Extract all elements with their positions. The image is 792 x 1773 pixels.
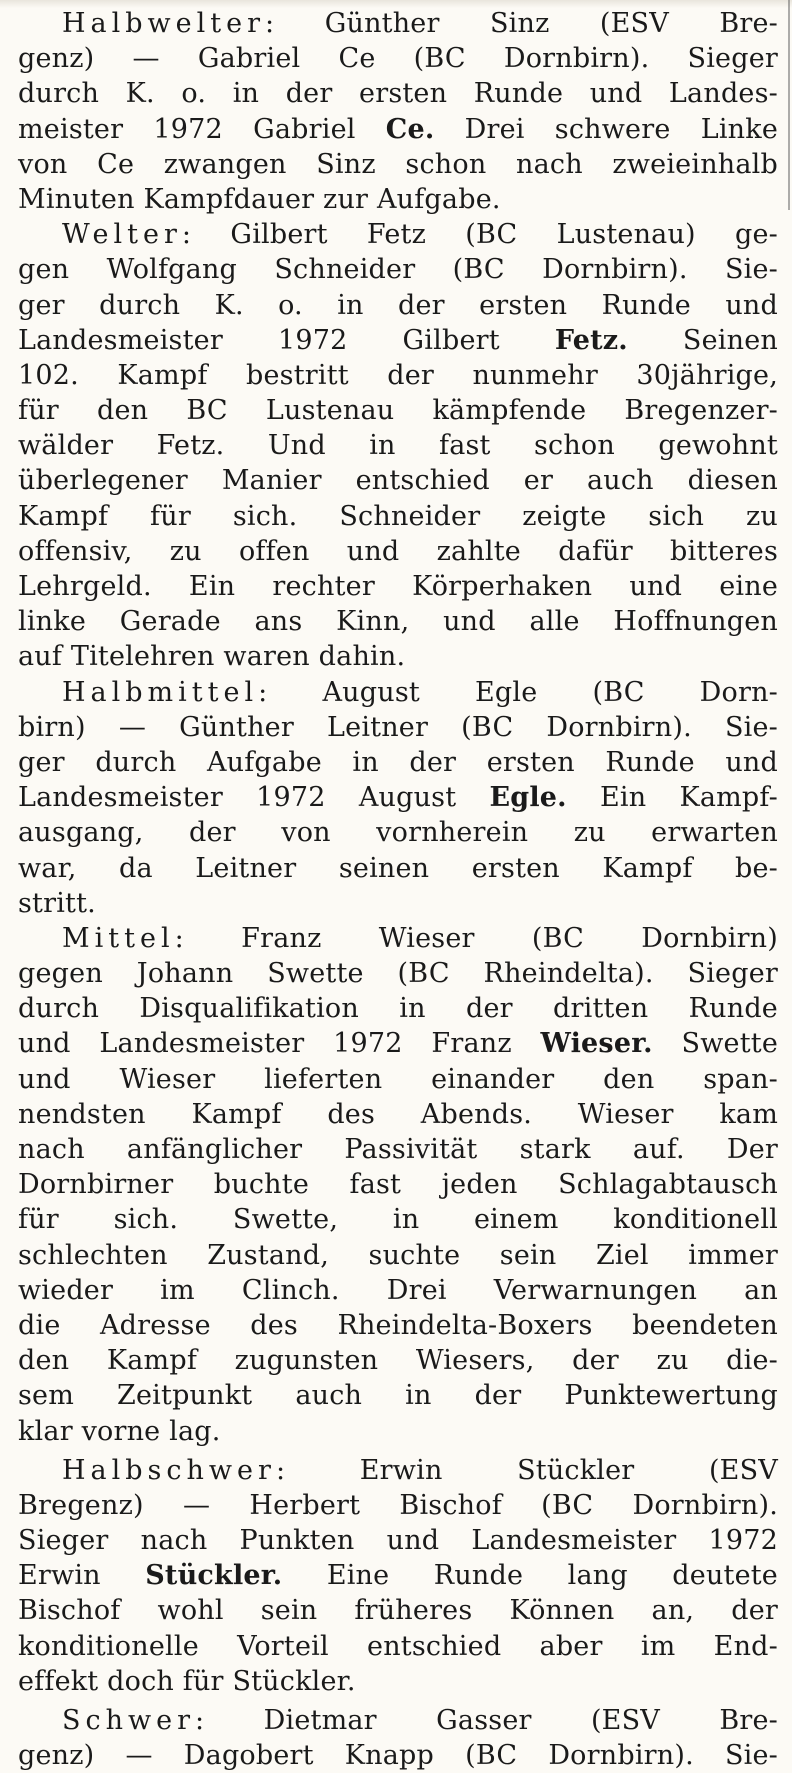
text-line: stritt.: [18, 887, 96, 919]
weight-class-label: Welter: [62, 219, 182, 251]
text-span: : Erwin Stückler (ESV: [275, 1454, 778, 1486]
text-span: Ein Kampf-: [566, 782, 778, 814]
weight-class-label: Halbwelter: [62, 8, 266, 39]
text-line: [18, 112, 778, 147]
text-span: : Gilbert Fetz (BC Lustenau) ge-: [181, 219, 778, 251]
paragraph-mittel: [18, 921, 778, 1449]
text-line: nach anfänglicher Passivität stark auf. Der: [18, 1134, 778, 1165]
text-line: konditionelle Vorteil entschied aber im End-: [18, 1630, 778, 1662]
text-span: Landesmeister 1972 Gilbert: [18, 324, 555, 356]
text-line: für den BC Lustenau kämpfende Bregenzer-: [18, 395, 778, 427]
weight-class-label: Halbmittel: [62, 676, 259, 708]
text-line: gegen Johann Swette (BC Rheindelta). Sieger: [18, 958, 778, 990]
text-line: klar vorne lag.: [18, 1415, 221, 1447]
paragraph-schwer: [18, 1703, 778, 1773]
winner-name: Stückler.: [145, 1560, 283, 1592]
text-line: nendsten Kampf des Abends. Wieser kam: [18, 1098, 778, 1130]
text-line: und Wieser lieferten einander den span-: [18, 1063, 778, 1095]
winner-name: Egle.: [489, 782, 567, 814]
paragraph-halbschwer: [18, 1453, 778, 1699]
text-line: [18, 1558, 778, 1593]
text-line: Dornbirner buchte fast jeden Schlagabtausch: [18, 1169, 778, 1201]
text-span: : Günther Sinz (ESV Bre-: [265, 8, 778, 39]
text-line: von Ce zwangen Sinz schon nach zweieinhalb: [18, 148, 778, 180]
weight-class-label: Schwer: [62, 1705, 196, 1736]
text-line: die Adresse des Rheindelta-Boxers beendeten: [18, 1309, 778, 1341]
text-line: durch Disqualifikation in der dritten Runde: [18, 993, 778, 1025]
text-line: ger durch K. o. in der ersten Runde und: [18, 289, 778, 321]
text-line: wieder im Clinch. Drei Verwarnungen an: [18, 1274, 778, 1306]
article-column: [18, 6, 778, 1773]
winner-name: Ce.: [385, 113, 435, 145]
winner-name: Wieser.: [540, 1028, 653, 1060]
text-line: ausgang, der von vornherein zu erwarten: [18, 817, 778, 849]
text-span: : August Egle (BC Dorn-: [258, 676, 778, 708]
text-line: [18, 323, 778, 358]
column-rule: [788, 0, 790, 210]
text-span: : Dietmar Gasser (ESV Bre-: [195, 1705, 778, 1736]
text-line: war, da Leitner seinen ersten Kampf be-: [18, 852, 778, 884]
text-line: schlechten Zustand, suchte sein Ziel immer: [18, 1239, 778, 1271]
text-span: meister 1972 Gabriel: [18, 113, 386, 145]
text-line: [18, 921, 778, 956]
text-line: auf Titelehren waren dahin.: [18, 641, 406, 673]
text-line: [18, 1026, 778, 1061]
text-span: Erwin: [18, 1560, 146, 1592]
text-line: sem Zeitpunkt auch in der Punktewertung: [18, 1380, 778, 1412]
paragraph-halbwelter: [18, 6, 778, 217]
text-line: genz) — Gabriel Ce (BC Dornbirn). Sieger: [18, 43, 778, 75]
text-line: [18, 780, 778, 815]
text-line: birn) — Günther Leitner (BC Dornbirn). Sie-: [18, 711, 778, 743]
text-line: für sich. Swette, in einem konditionell: [18, 1204, 778, 1236]
text-line: [18, 1703, 778, 1738]
paragraph-welter: [18, 217, 778, 674]
text-line: den Kampf zugunsten Wiesers, der zu die-: [18, 1345, 778, 1377]
text-span: Seinen: [627, 324, 778, 356]
text-line: genz) — Dagobert Knapp (BC Dornbirn). Sie-: [18, 1740, 778, 1772]
text-line: wälder Fetz. Und in fast schon gewohnt: [18, 430, 778, 462]
text-line: offensiv, zu offen und zahlte dafür bitteres: [18, 535, 778, 567]
text-span: Eine Runde lang deutete: [282, 1560, 778, 1592]
text-line: linke Gerade ans Kinn, und alle Hoffnungen: [18, 606, 778, 638]
weight-class-label: Mittel: [62, 922, 175, 954]
text-span: Drei schwere Linke: [434, 113, 778, 145]
text-line: Bregenz) — Herbert Bischof (BC Dornbirn).: [18, 1489, 778, 1521]
text-line: durch K. o. in der ersten Runde und Landes-: [18, 78, 778, 110]
text-line: [18, 217, 778, 252]
text-line: gen Wolfgang Schneider (BC Dornbirn). Sie-: [18, 254, 778, 286]
text-line: 102. Kampf bestritt der nunmehr 30jährige,: [18, 359, 778, 391]
paragraph-halbmittel: [18, 675, 778, 921]
weight-class-label: Halbschwer: [62, 1454, 276, 1486]
text-span: Swette: [652, 1028, 778, 1060]
text-line: Sieger nach Punkten und Landesmeister 1972: [18, 1525, 778, 1557]
text-span: Landesmeister 1972 August: [18, 782, 490, 814]
text-line: [18, 675, 778, 710]
text-line: Bischof wohl sein früheres Können an, der: [18, 1595, 778, 1627]
winner-name: Fetz.: [554, 324, 628, 356]
text-span: : Franz Wieser (BC Dornbirn): [174, 922, 778, 954]
text-line: Minuten Kampfdauer zur Aufgabe.: [18, 183, 501, 215]
text-span: und Landesmeister 1972 Franz: [18, 1028, 541, 1060]
text-line: ger durch Aufgabe in der ersten Runde und: [18, 746, 778, 778]
text-line: Kampf für sich. Schneider zeigte sich zu: [18, 500, 778, 532]
text-line: [18, 6, 778, 41]
text-line: [18, 1453, 778, 1488]
text-line: überlegener Manier entschied er auch diesen: [18, 465, 778, 497]
text-line: effekt doch für Stückler.: [18, 1665, 356, 1697]
text-line: Lehrgeld. Ein rechter Körperhaken und eine: [18, 571, 778, 602]
